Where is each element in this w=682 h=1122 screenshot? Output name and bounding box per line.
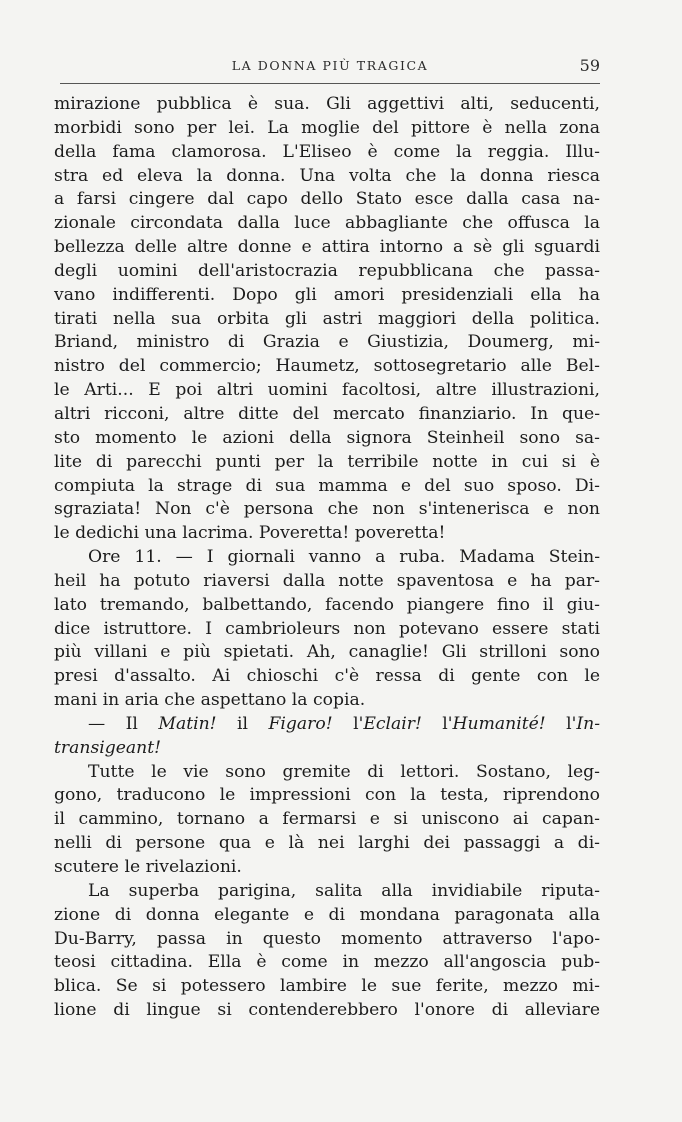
text-line: compiuta la strage di sua mamma e del suo sposo. Di-	[54, 475, 600, 496]
text-line: a farsi cingere dal capo dello Stato esce dalla casa na-	[54, 189, 600, 210]
text-line: il cammino, tornano a fermarsi e si uniscono ai capan-	[54, 809, 600, 830]
text-line: Du-Barry, passa in questo momento attraverso l'apo-	[54, 928, 600, 949]
text-line: zionale circondata dalla luce abbagliante che offusca la	[54, 213, 600, 234]
newspaper-figaro: Figaro!	[268, 713, 333, 734]
running-title: LA DONNA PIÙ TRAGICA	[231, 58, 429, 73]
text-line: Briand, ministro di Grazia e Giustizia, Doumerg, mi-	[54, 332, 600, 353]
dash-text: — Il	[88, 713, 159, 734]
body-text	[54, 93, 600, 1023]
text-line: nelli di persone qua e là nei larghi dei passaggi a di-	[54, 833, 600, 854]
page-number: 59	[579, 56, 600, 75]
separator-text: il	[216, 713, 269, 734]
text-line: più villani e più spietati. Ah, canaglie! Gli strilloni sono	[54, 642, 600, 663]
text-line: Ore 11. — I giornali vanno a ruba. Madama Stein-	[88, 547, 600, 568]
text-line: Tutte le vie sono gremite di lettori. Sostano, leg-	[88, 761, 600, 782]
newspaper-intransigeant-part1: In-	[576, 713, 601, 734]
separator-text: l'	[421, 713, 453, 734]
text-line: scutere le rivelazioni.	[54, 857, 242, 877]
text-line: bellezza delle altre donne e attira intorno a sè gli sguardi	[54, 237, 600, 258]
text-line: zione di donna elegante e di mondana paragonata alla	[54, 904, 600, 925]
text-line: altri ricconi, altre ditte del mercato finanziario. In que-	[54, 403, 600, 424]
page-header	[60, 56, 600, 78]
text-line: lato tremando, balbettando, facendo piangere fino il giu-	[54, 594, 600, 615]
text-line: stra ed eleva la donna. Una volta che la donna riesca	[54, 165, 600, 186]
text-line: La superba parigina, salita alla invidiabile riputa-	[88, 880, 600, 901]
text-line: sgraziata! Non c'è persona che non s'intenerisca e non	[54, 499, 600, 520]
text-line: mirazione pubblica è sua. Gli aggettivi alti, seducenti,	[54, 94, 600, 114]
newspaper-line-1	[54, 713, 600, 737]
text-line: tirati nella sua orbita gli astri maggiori della politica.	[54, 308, 600, 329]
separator-text: l'	[332, 713, 364, 734]
text-line: mani in aria che aspettano la copia.	[54, 690, 366, 711]
text-line: sto momento le azioni della signora Steinheil sono sa-	[54, 427, 600, 448]
newspaper-eclair: Eclair!	[363, 713, 422, 734]
text-line: gono, traducono le impressioni con la testa, riprendono	[54, 785, 600, 806]
text-line: presi d'assalto. Ai chioschi c'è ressa di gente con le	[54, 666, 600, 687]
text-line: blica. Se si potessero lambire le sue ferite, mezzo mi-	[54, 976, 600, 997]
newspaper-intransigeant-part2: transigeant!	[54, 737, 162, 758]
newspaper-matin: Matin!	[158, 713, 217, 734]
newspaper-humanite: Humanité!	[452, 713, 546, 734]
text-line: nistro del commercio; Haumetz, sottosegretario alle Bel-	[54, 356, 600, 377]
text-line: dice istruttore. I cambrioleurs non potevano essere stati	[54, 618, 600, 639]
text-line: della fama clamorosa. L'Eliseo è come la reggia. Illu-	[54, 141, 600, 162]
text-line: le dedichi una lacrima. Poveretta! poveretta!	[54, 523, 446, 544]
separator-text: l'	[545, 713, 577, 734]
text-line: vano indifferenti. Dopo gli amori presidenziali ella ha	[54, 284, 600, 305]
text-line: lione di lingue si contenderebbero l'onore di alleviare	[54, 1000, 600, 1021]
text-line: morbidi sono per lei. La moglie del pittore è nella zona	[54, 117, 600, 138]
text-line: lite di parecchi punti per la terribile notte in cui si è	[54, 451, 600, 472]
text-line: le Arti... E poi altri uomini facoltosi, altre illustrazioni,	[54, 380, 600, 401]
newspaper-line-2	[54, 737, 600, 761]
text-line: degli uomini dell'aristocrazia repubblicana che passa-	[54, 260, 600, 281]
text-line: teosi cittadina. Ella è come in mezzo all'angoscia pub-	[54, 952, 600, 973]
text-line: heil ha potuto riaversi dalla notte spaventosa e ha par-	[54, 570, 600, 591]
header-rule	[60, 83, 600, 84]
